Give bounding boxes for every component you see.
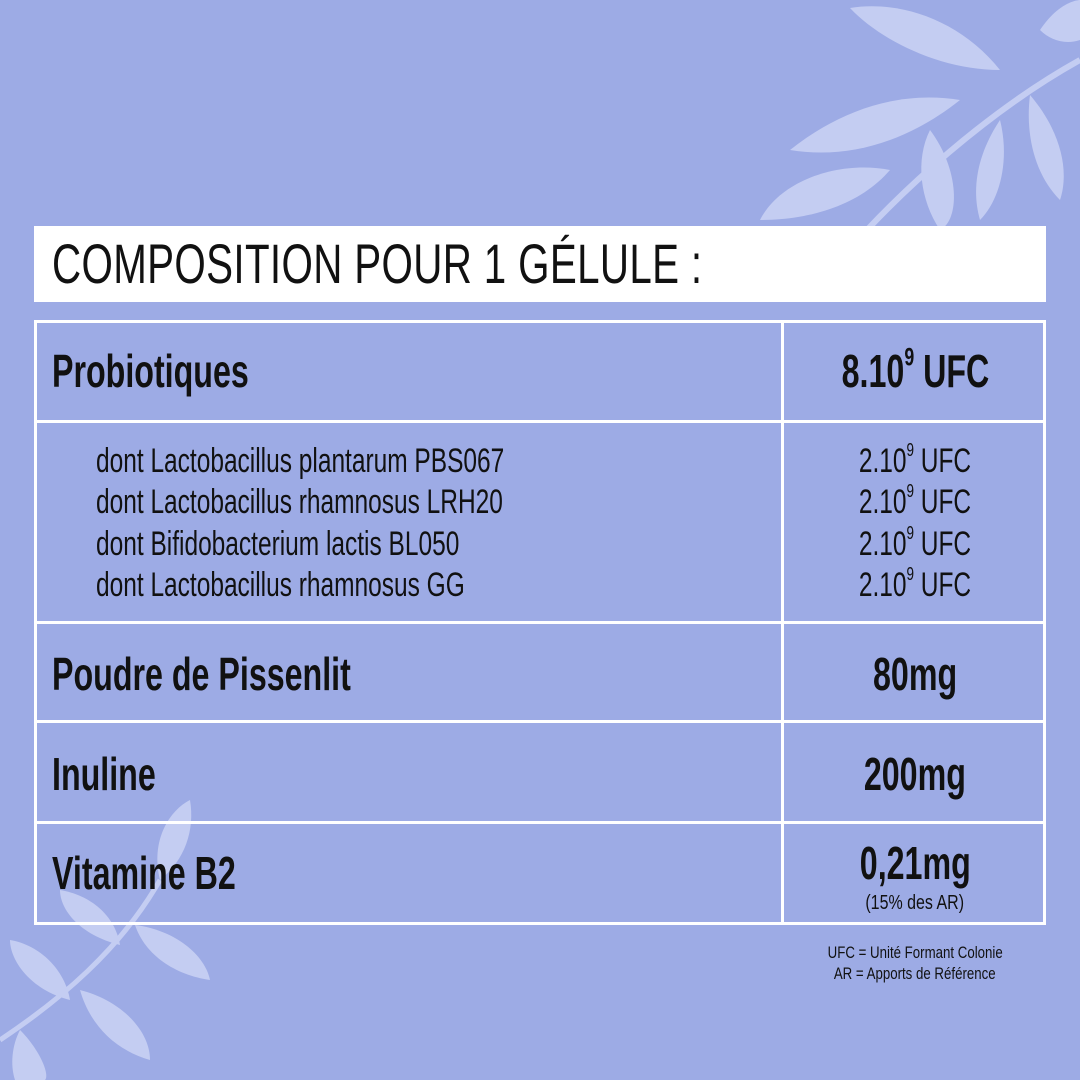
probiotiques-value: 8.10$^9$ UFC xyxy=(841,343,989,397)
strain-name: dont Lactobacillus plantarum PBS067 xyxy=(96,442,505,480)
table-border-left xyxy=(34,320,37,925)
pissenlit-label: Poudre de Pissenlit xyxy=(52,648,351,700)
table-row-divider xyxy=(34,420,1046,423)
title-bar xyxy=(34,226,1046,302)
vitamine-b2-label: Vitamine B2 xyxy=(52,847,236,899)
table-row-divider xyxy=(34,720,1046,723)
bottom-left-branch-icon xyxy=(0,800,210,1080)
legend-ar: AR = Apports de Référence xyxy=(834,964,996,983)
vitamine-b2-value: 0,21mg xyxy=(859,837,971,889)
strain-name: dont Bifidobacterium lactis BL050 xyxy=(96,525,460,563)
vitamine-b2-note: (15% des AR) xyxy=(865,892,965,914)
strain-value: 2.10$^9$ UFC xyxy=(858,522,972,563)
table-border-bottom xyxy=(34,922,1046,925)
strain-value: 2.10$^9$ UFC xyxy=(858,439,972,480)
table-row-divider xyxy=(34,821,1046,824)
table-row-divider xyxy=(34,621,1046,624)
inuline-value: 200mg xyxy=(863,748,967,800)
table-border-right xyxy=(1043,320,1046,925)
inuline-label: Inuline xyxy=(52,748,156,800)
probiotiques-label: Probiotiques xyxy=(52,345,249,397)
page-title: COMPOSITION POUR 1 GÉLULE : xyxy=(52,232,703,295)
table-border-top xyxy=(34,320,1046,323)
strain-name: dont Lactobacillus rhamnosus LRH20 xyxy=(96,483,503,521)
top-right-branch-icon xyxy=(760,0,1080,260)
table-column-divider xyxy=(781,320,784,925)
strain-name: dont Lactobacillus rhamnosus GG xyxy=(96,566,465,604)
strain-value: 2.10$^9$ UFC xyxy=(858,480,972,521)
legend-ufc: UFC = Unité Formant Colonie xyxy=(827,943,1003,962)
pissenlit-value: 80mg xyxy=(872,648,958,700)
strain-value: 2.10$^9$ UFC xyxy=(858,563,972,604)
